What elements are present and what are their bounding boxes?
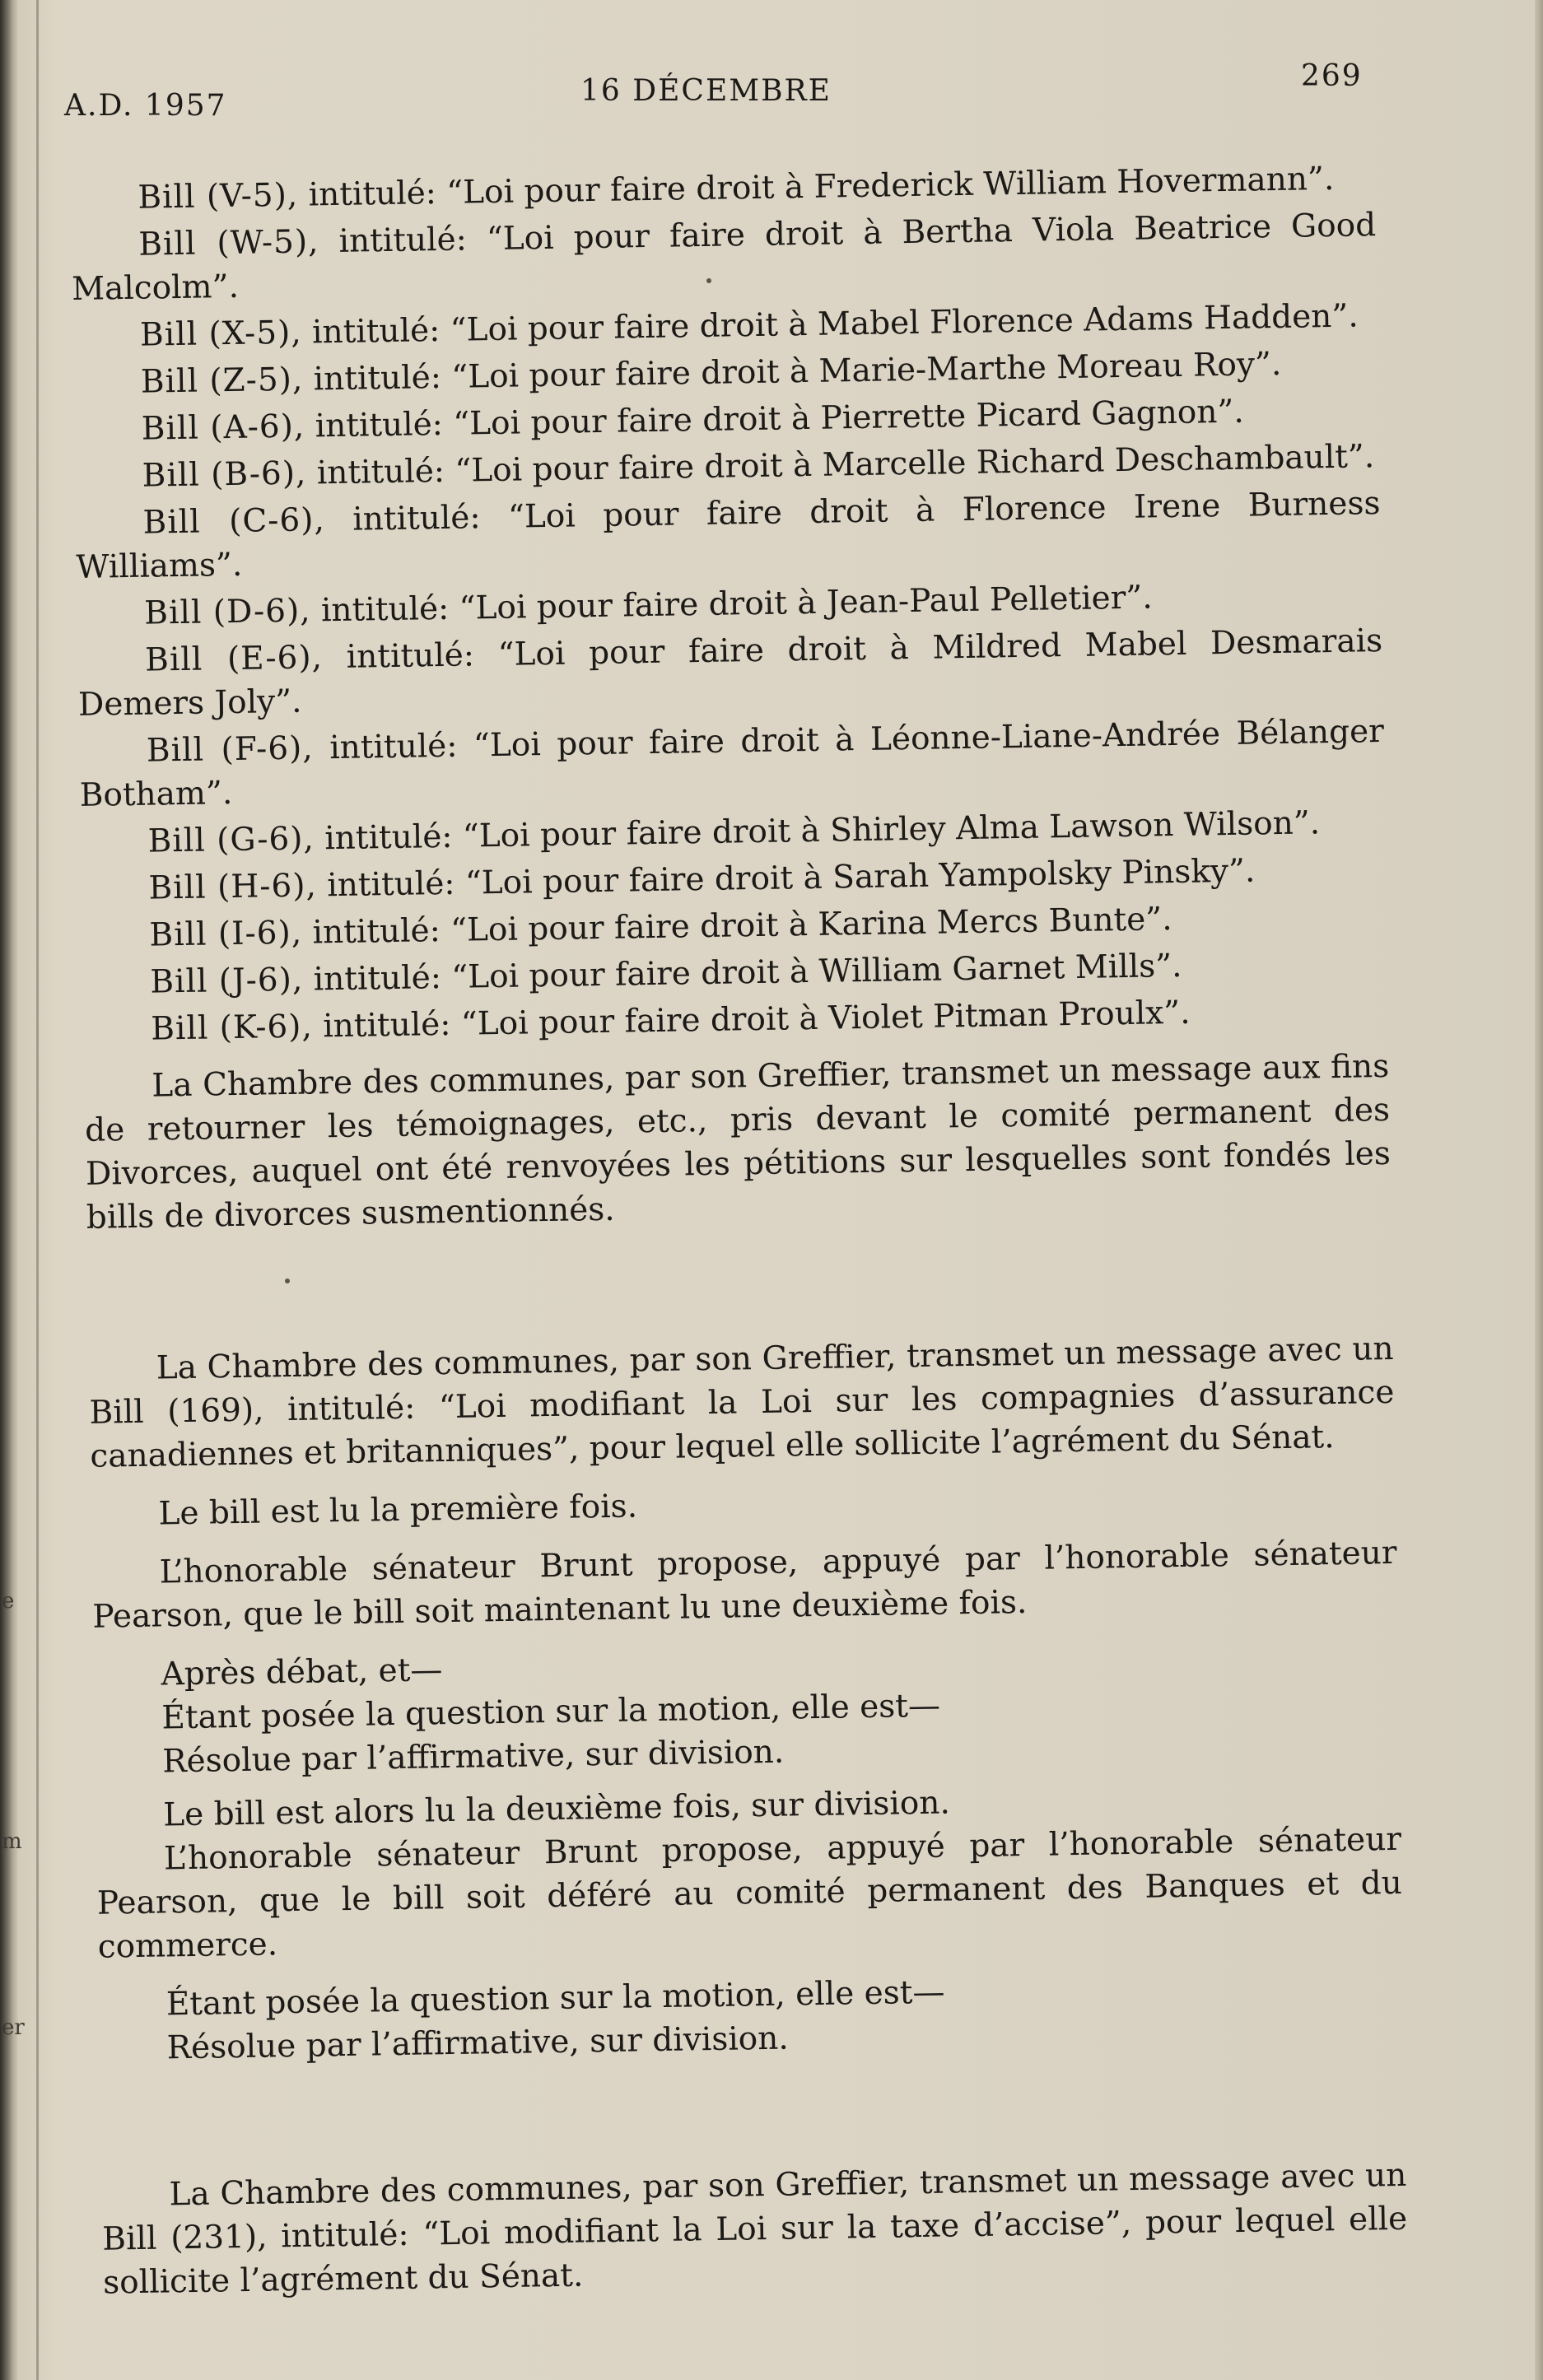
resolution: Résolue par l’affirmative, sur division. bbox=[166, 2019, 790, 2067]
bill-title: intitulé: “Loi pour faire droit à Shirley Alma Lawson Wilson”. bbox=[324, 804, 1321, 858]
second-reading-motion: L’honorable sénateur Brunt propose, appuyé par l’honorable sénateur Pearson, que le bill soit maintenant lu une deuxième fois. bbox=[92, 1534, 1397, 1636]
margin-mark: er bbox=[2, 2015, 25, 2040]
bill-231-message: La Chambre des communes, par son Greffier, transmet un message avec un Bill (231), intitulé: “Loi modifiant la Loi sur la taxe d’accise”, pour lequel elle sollicite l’agrément du Sénat. bbox=[102, 2156, 1408, 2302]
margin-mark: m bbox=[2, 1829, 22, 1854]
bill-title: intitulé: “Loi pour faire droit à Bertha Viola Beatrice Good Malcolm”. bbox=[71, 207, 1377, 308]
first-reading: Le bill est lu la première fois. bbox=[158, 1488, 638, 1533]
binding-shadow-line bbox=[36, 0, 39, 2380]
bill-title: intitulé: “Loi pour faire droit à William Garnet Mills”. bbox=[313, 947, 1182, 999]
question-put: Étant posée la question sur la motion, elle est— bbox=[161, 1687, 941, 1737]
divorce-evidence-message: La Chambre des communes, par son Greffier, transmet un message aux fins de retourner les témoignages, etc., pris devant le comité permanent des Divorces, auquel ont été renvoyées les pétitions sur lesquelles sont fondés les bills de divorces susmentionnés. bbox=[84, 1047, 1391, 1237]
header-date: 16 DÉCEMBRE bbox=[580, 74, 832, 108]
question-put: Étant posée la question sur la motion, elle est— bbox=[165, 1973, 945, 2024]
after-debate: Après débat, et— bbox=[161, 1651, 443, 1693]
bill-entry bbox=[75, 482, 1381, 589]
bill-title: intitulé: “Loi pour faire droit à Léonne-Liane-Andrée Bélanger Botham”. bbox=[79, 713, 1385, 814]
bill-entry bbox=[79, 710, 1385, 817]
bill-code: Bill (D-6), bbox=[143, 592, 311, 632]
right-page-edge bbox=[1535, 0, 1543, 2380]
bill-title: intitulé: “Loi pour faire droit à Marcelle Richard Deschambault”. bbox=[316, 438, 1375, 492]
bill-code: Bill (X-5), bbox=[139, 314, 303, 354]
bill-title: intitulé: “Loi pour faire droit à Marie-Marthe Moreau Roy”. bbox=[313, 345, 1282, 398]
bill-code: Bill (H-6), bbox=[148, 867, 318, 907]
bill-list bbox=[70, 156, 1389, 1052]
bill-title: intitulé: “Loi pour faire droit à Jean-Paul Pelletier”. bbox=[320, 579, 1154, 630]
page-header bbox=[58, 59, 1375, 123]
bill-title: intitulé: “Loi pour faire droit à Karina Mercs Bunte”. bbox=[312, 901, 1172, 952]
bill-title: intitulé: “Loi pour faire droit à Violet Pitman Proulx”. bbox=[322, 994, 1191, 1046]
bill-code: Bill (K-6), bbox=[150, 1008, 314, 1048]
bill-code: Bill (E-6), bbox=[144, 639, 324, 679]
bill-code: Bill (I-6), bbox=[149, 914, 303, 954]
second-reading: Le bill est alors lu la deuxième fois, sur division. bbox=[162, 1784, 951, 1834]
page-body bbox=[70, 156, 1409, 2310]
bill-entry bbox=[77, 619, 1383, 727]
header-year: A.D. 1957 bbox=[64, 89, 227, 123]
bill-title: intitulé: “Loi pour faire droit à Mildred Mabel Desmarais Demers Joly”. bbox=[77, 622, 1383, 724]
bill-entry bbox=[71, 203, 1377, 311]
bill-title: intitulé: “Loi pour faire droit à Frederick William Hovermann”. bbox=[308, 160, 1335, 214]
bill-code: Bill (J-6), bbox=[150, 961, 304, 1001]
resolution: Résolue par l’affirmative, sur division. bbox=[161, 1733, 785, 1781]
bill-code: Bill (V-5), bbox=[138, 176, 299, 217]
bill-code: Bill (W-5), bbox=[138, 223, 319, 263]
bill-title: intitulé: “Loi pour faire droit à Florence Irene Burness Williams”. bbox=[76, 485, 1381, 586]
bill-169-message: La Chambre des communes, par son Greffier, transmet un message avec un Bill (169), intitulé: “Loi modifiant la Loi sur les compagnies d’assurance canadiennes et britanniques”, pour lequel elle sollicite l’agrément du Sénat. bbox=[89, 1330, 1395, 1475]
bill-code: Bill (A-6), bbox=[141, 408, 305, 448]
bill-code: Bill (F-6), bbox=[146, 729, 315, 770]
margin-mark: e bbox=[2, 1589, 15, 1614]
bill-title: intitulé: “Loi pour faire droit à Mabel Florence Adams Hadden”. bbox=[311, 297, 1359, 352]
committee-referral-motion: L’honorable sénateur Brunt propose, appuyé par l’honorable sénateur Pearson, que le bill soit déféré au comité permanent des Banques et du commerce. bbox=[96, 1820, 1403, 1966]
bill-title: intitulé: “Loi pour faire droit à Sarah Yampolsky Pinsky”. bbox=[326, 852, 1256, 905]
bill-code: Bill (B-6), bbox=[142, 454, 307, 495]
bill-code: Bill (C-6), bbox=[142, 501, 326, 542]
bill-code: Bill (G-6), bbox=[147, 820, 315, 860]
page-number: 269 bbox=[1301, 59, 1363, 93]
bill-title: intitulé: “Loi pour faire droit à Pierrette Picard Gagnon”. bbox=[315, 393, 1245, 445]
bill-code: Bill (Z-5), bbox=[140, 361, 304, 401]
